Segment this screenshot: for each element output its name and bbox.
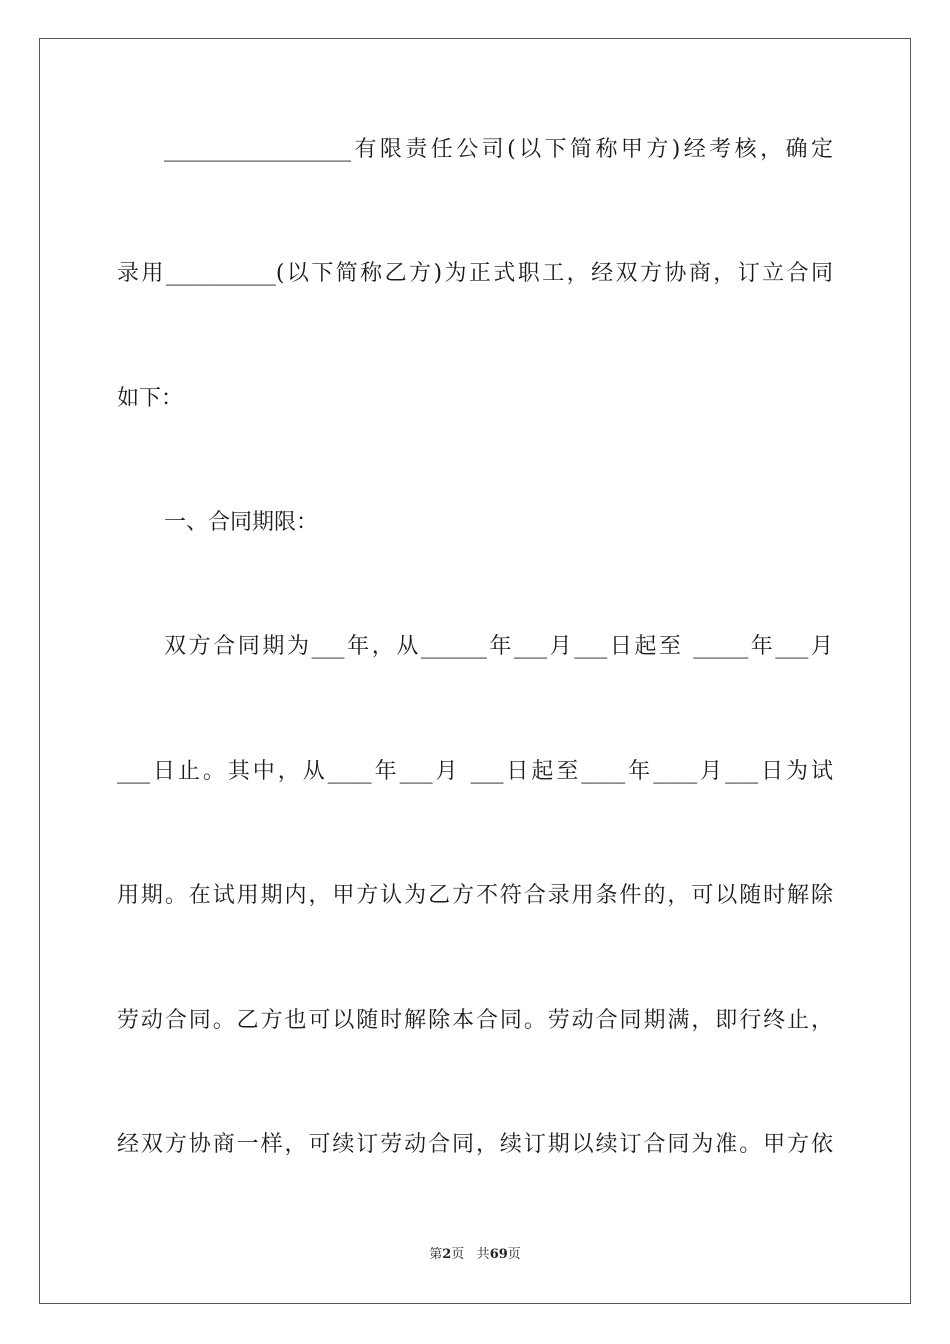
section-heading: 一、合同期限： xyxy=(164,510,319,535)
footer-total-pages: 69 xyxy=(489,1247,508,1262)
paragraph-line-9: 经双方协商一样，可续订劳动合同，续订期以续订合同为准。甲方依 xyxy=(117,1132,833,1157)
footer-page-suffix: 页 xyxy=(451,1247,465,1262)
paragraph-line-2: 录用__________(以下简称乙方)为正式职工，经双方协商，订立合同 xyxy=(117,261,833,286)
paragraph-line-6: ___日止。其中，从____年___月 ___日起至____年____月___日为试 xyxy=(117,759,833,784)
paragraph-line-8: 劳动合同。乙方也可以随时解除本合同。劳动合同期满，即行终止， xyxy=(117,1008,833,1033)
page-footer xyxy=(0,1246,950,1264)
paragraph-line-1: _________________有限责任公司(以下简称甲方)经考核，确定 xyxy=(164,137,833,162)
page-frame xyxy=(39,38,911,1304)
footer-prefix: 第 xyxy=(429,1247,443,1262)
paragraph-line-5: 双方合同期为___年，从______年___月___日起至 _____年___月 xyxy=(164,634,833,659)
footer-total-suffix: 页 xyxy=(507,1247,521,1262)
paragraph-line-3: 如下： xyxy=(117,386,184,411)
paragraph-line-7: 用期。在试用期内，甲方认为乙方不符合录用条件的，可以随时解除 xyxy=(117,883,833,908)
footer-page-number: 2 xyxy=(442,1247,452,1262)
footer-total-prefix: 共 xyxy=(476,1247,490,1262)
